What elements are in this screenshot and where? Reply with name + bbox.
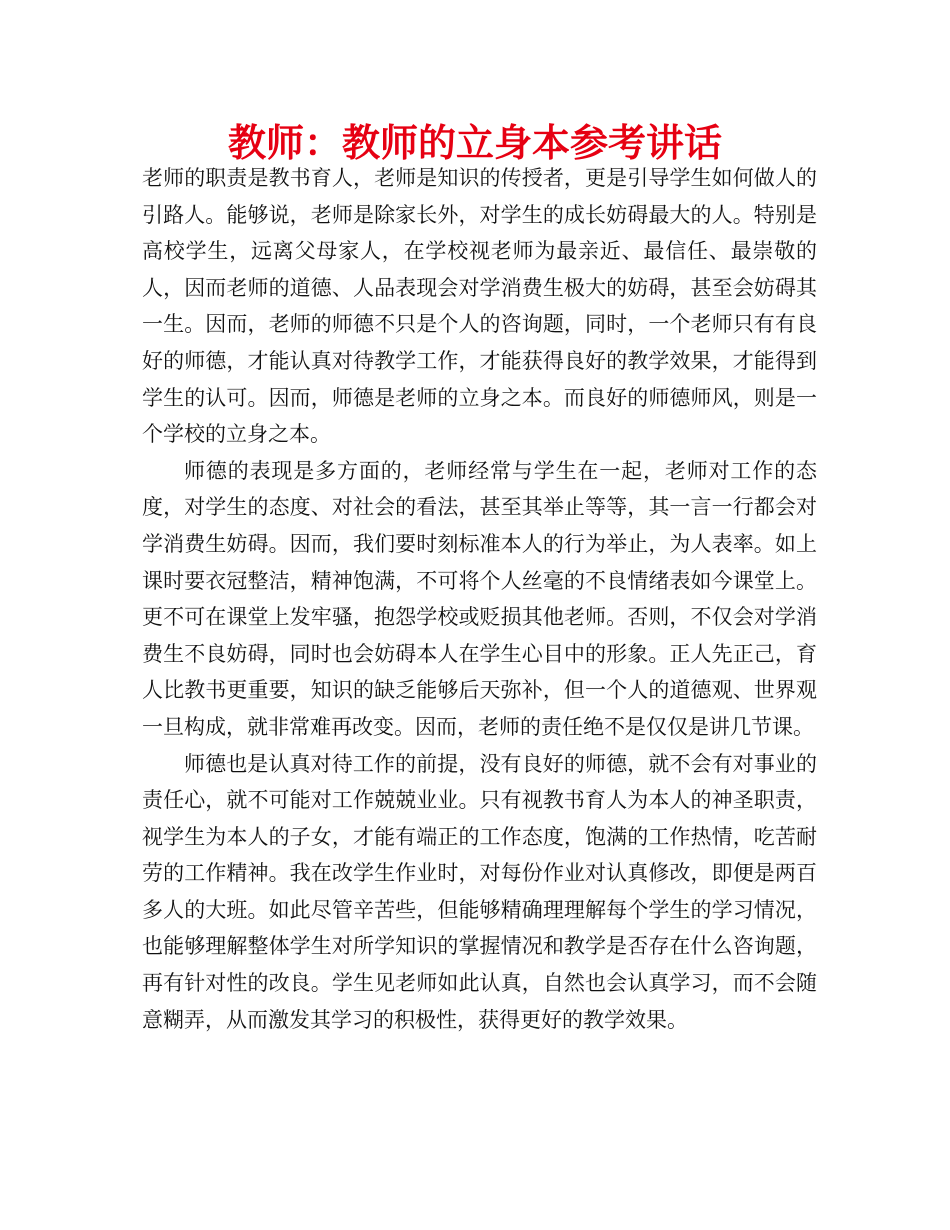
paragraph-2: 师德的表现是多方面的，老师经常与学生在一起，老师对工作的态度，对学生的态度、对社会的看法，甚至其举止等等，其一言一行都会对学消费生妨碍。因而，我们要时刻标准本人的行为举止，为人表率。如上课时要衣冠整洁，精神饱满，不可将个人丝毫的不良情绪表如今课堂上。更不可在课堂上发牢骚，抱怨学校或贬损其他老师。否则，不仅会对学消费生不良妨碍，同时也会妨碍本人在学生心目中的形象。正人先正己，育人比教书更重要，知识的缺乏能够后天弥补，但一个人的道德观、世界观一旦构成，就非常难再改变。因而，老师的责任绝不是仅仅是讲几节课。	[142, 458, 817, 739]
document-body	[142, 160, 817, 1038]
paragraph-1: 老师的职责是教书育人，老师是知识的传授者，更是引导学生如何做人的引路人。能够说，老师是除家长外，对学生的成长妨碍最大的人。特别是高校学生，远离父母家人，在学校视老师为最亲近、最信任、最崇敬的人，因而老师的道德、人品表现会对学消费生极大的妨碍，甚至会妨碍其一生。因而，老师的师德不只是个人的咨询题，同时，一个老师只有有良好的师德，才能认真对待教学工作，才能获得良好的教学效果，才能得到学生的认可。因而，师德是老师的立身之本。而良好的师德师风，则是一个学校的立身之本。	[142, 166, 817, 447]
document-title: 教师：教师的立身本参考讲话	[227, 121, 722, 165]
paragraph-3: 师德也是认真对待工作的前提，没有良好的师德，就不会有对事业的责任心，就不可能对工作兢兢业业。只有视教书育人为本人的神圣职责，视学生为本人的子女，才能有端正的工作态度，饱满的工作热情，吃苦耐劳的工作精神。我在改学生作业时，对每份作业对认真修改，即便是两百多人的大班。如此尽管辛苦些，但能够精确理理解每个学生的学习情况，也能够理解整体学生对所学知识的掌握情况和教学是否存在什么咨询题，再有针对性的改良。学生见老师如此认真，自然也会认真学习，而不会随意糊弄，从而激发其学习的积极性，获得更好的教学效果。	[142, 751, 817, 1032]
